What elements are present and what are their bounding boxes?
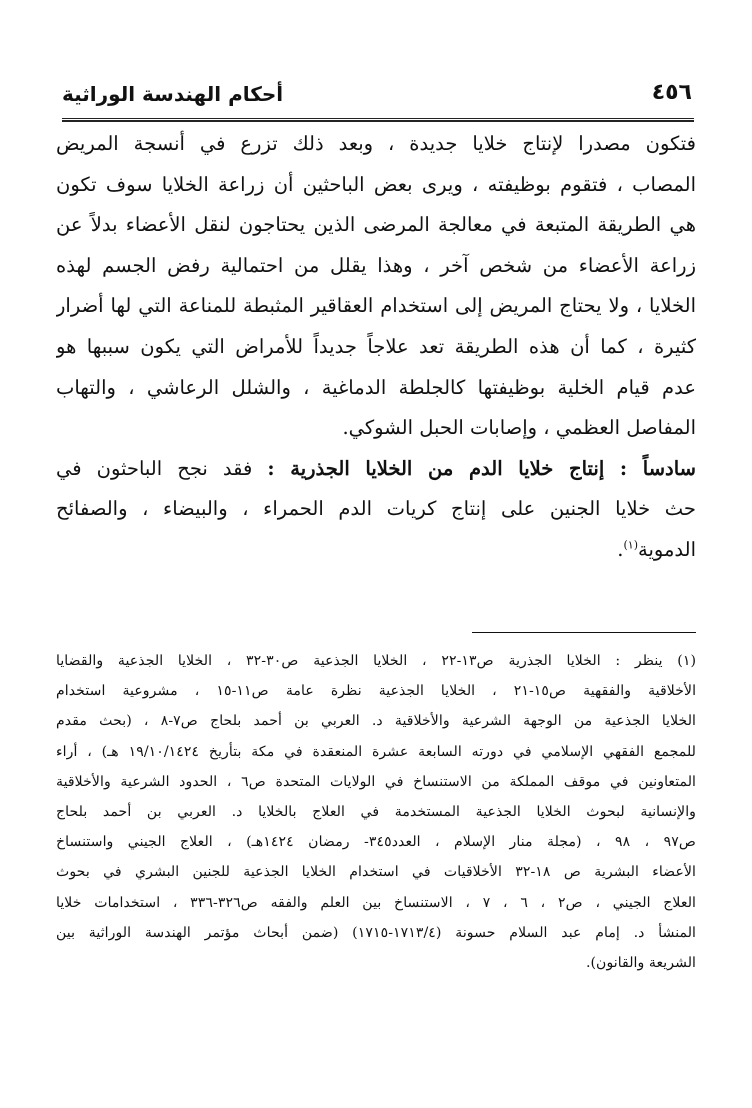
footnotes: [56, 646, 696, 978]
body-line: هي الطريقة المتبعة في معالجة المرضى الذين يحتاجون لنقل الأعضاء بدلاً عن: [56, 213, 696, 237]
footnote-line: الأخلاقية والفقهية ص١٥-٢١ ، الخلايا الجذعية نظرة عامة ص١١-١٥ ، مشروعية استخدام: [56, 683, 696, 700]
footnote-line: المنشأ د. إمام عبد السلام حسونة (١٧١٣/٤-١٧١٥) (ضمن أبحاث مؤتمر الهندسة الوراثية بين: [56, 924, 696, 941]
footnote-line: الأعضاء البشرية ص ١٨-٣٢ الأخلاقيات في استخدام الخلايا الجذعية للجنين البشري في بحوث: [56, 864, 696, 881]
body-line: كثيرة ، كما أن هذه الطريقة تعد علاجاً جديداً للأمراض التي يكون سببها هو: [56, 334, 696, 358]
footnote-line: الشريعة والقانون).: [585, 954, 696, 971]
footnote-line: المتعاونين في موقف المملكة من الاستنساخ في الولايات المتحدة ص٦ ، الحدود الشرعية والأخلاقية: [56, 773, 696, 790]
body-line: الخلايا ، ولا يحتاج المريض إلى استخدام العقاقير المثبطة للمناعة التي لها أضرار: [56, 294, 696, 318]
body-line: زراعة الأعضاء من شخص آخر ، وهذا يقلل من احتمالية رفض الجسم لهذه: [56, 253, 696, 277]
footnote-line: والإنسانية لبحوث الخلايا الجذعية المستخدمة في العلاج بالخلايا د. العربي بن أحمد بلحاج: [56, 803, 696, 820]
end-mark: .: [617, 537, 624, 561]
body-text: [56, 124, 696, 571]
footnote-separator: [472, 632, 696, 633]
page-header: [62, 76, 694, 116]
body-line: حث خلايا الجنين على إنتاج كريات الدم الحمراء ، والبيضاء ، والصفائح: [56, 497, 696, 521]
footnote-line: (١) ينظر : الخلايا الجذرية ص١٣-٢٢ ، الخلايا الجذعية ص٣٠-٣٢ ، الخلايا الجذعية والقضايا: [56, 653, 696, 669]
header-rule: [62, 118, 694, 122]
body-line: فتكون مصدرا لإنتاج خلايا جديدة ، وبعد ذلك تزرع في أنسجة المريض: [56, 132, 696, 155]
section-heading-line: [56, 449, 696, 490]
body-line-text: الدموية: [638, 537, 696, 561]
body-line-with-footnote: [56, 530, 696, 571]
footnote-reference[interactable]: (١): [623, 538, 638, 552]
section-heading-continuation: فقد نجح الباحثون في: [56, 456, 253, 480]
body-line: عدم قيام الخلية بوظيفتها كالجلطة الدماغية ، والشلل الرعاشي ، والتهاب: [56, 375, 696, 399]
footnote-line: الخلايا الجذعية من الوجهة الشرعية والأخلاقية د. العربي بن أحمد بلحاج ص٧-٨ ، (بحث مقدم: [56, 713, 696, 730]
footnote-line: ص٩٧ ، ٩٨ ، (مجلة منار الإسلام ، العدد٣٤٥- رمضان ١٤٢٤هـ) ، العلاج الجيني واستنساخ: [56, 834, 696, 851]
section-heading: سادساً : إنتاج خلايا الدم من الخلايا الجذرية :: [267, 456, 696, 480]
body-line: المصاب ، فتقوم بوظيفته ، ويرى بعض الباحثين أن زراعة الخلايا سوف تكون: [56, 172, 696, 196]
footnote-line: للمجمع الفقهي الإسلامي في دورته السابعة عشرة المنعقدة في مكة بتأريخ ١٩/١٠/١٤٢٤ هـ) ، أراء: [56, 743, 696, 760]
running-title: أحكام الهندسة الوراثية: [62, 82, 284, 106]
page-number: ٤٥٦: [651, 80, 692, 105]
body-line: المفاصل العظمي ، وإصابات الحبل الشوكي.: [342, 416, 696, 440]
footnote-line: العلاج الجيني ، ص٢ ، ٦ ، ٧ ، الاستنساخ بين العلم والفقه ص٣٢٦-٣٣٦ ، استخدامات خلايا: [56, 894, 696, 911]
